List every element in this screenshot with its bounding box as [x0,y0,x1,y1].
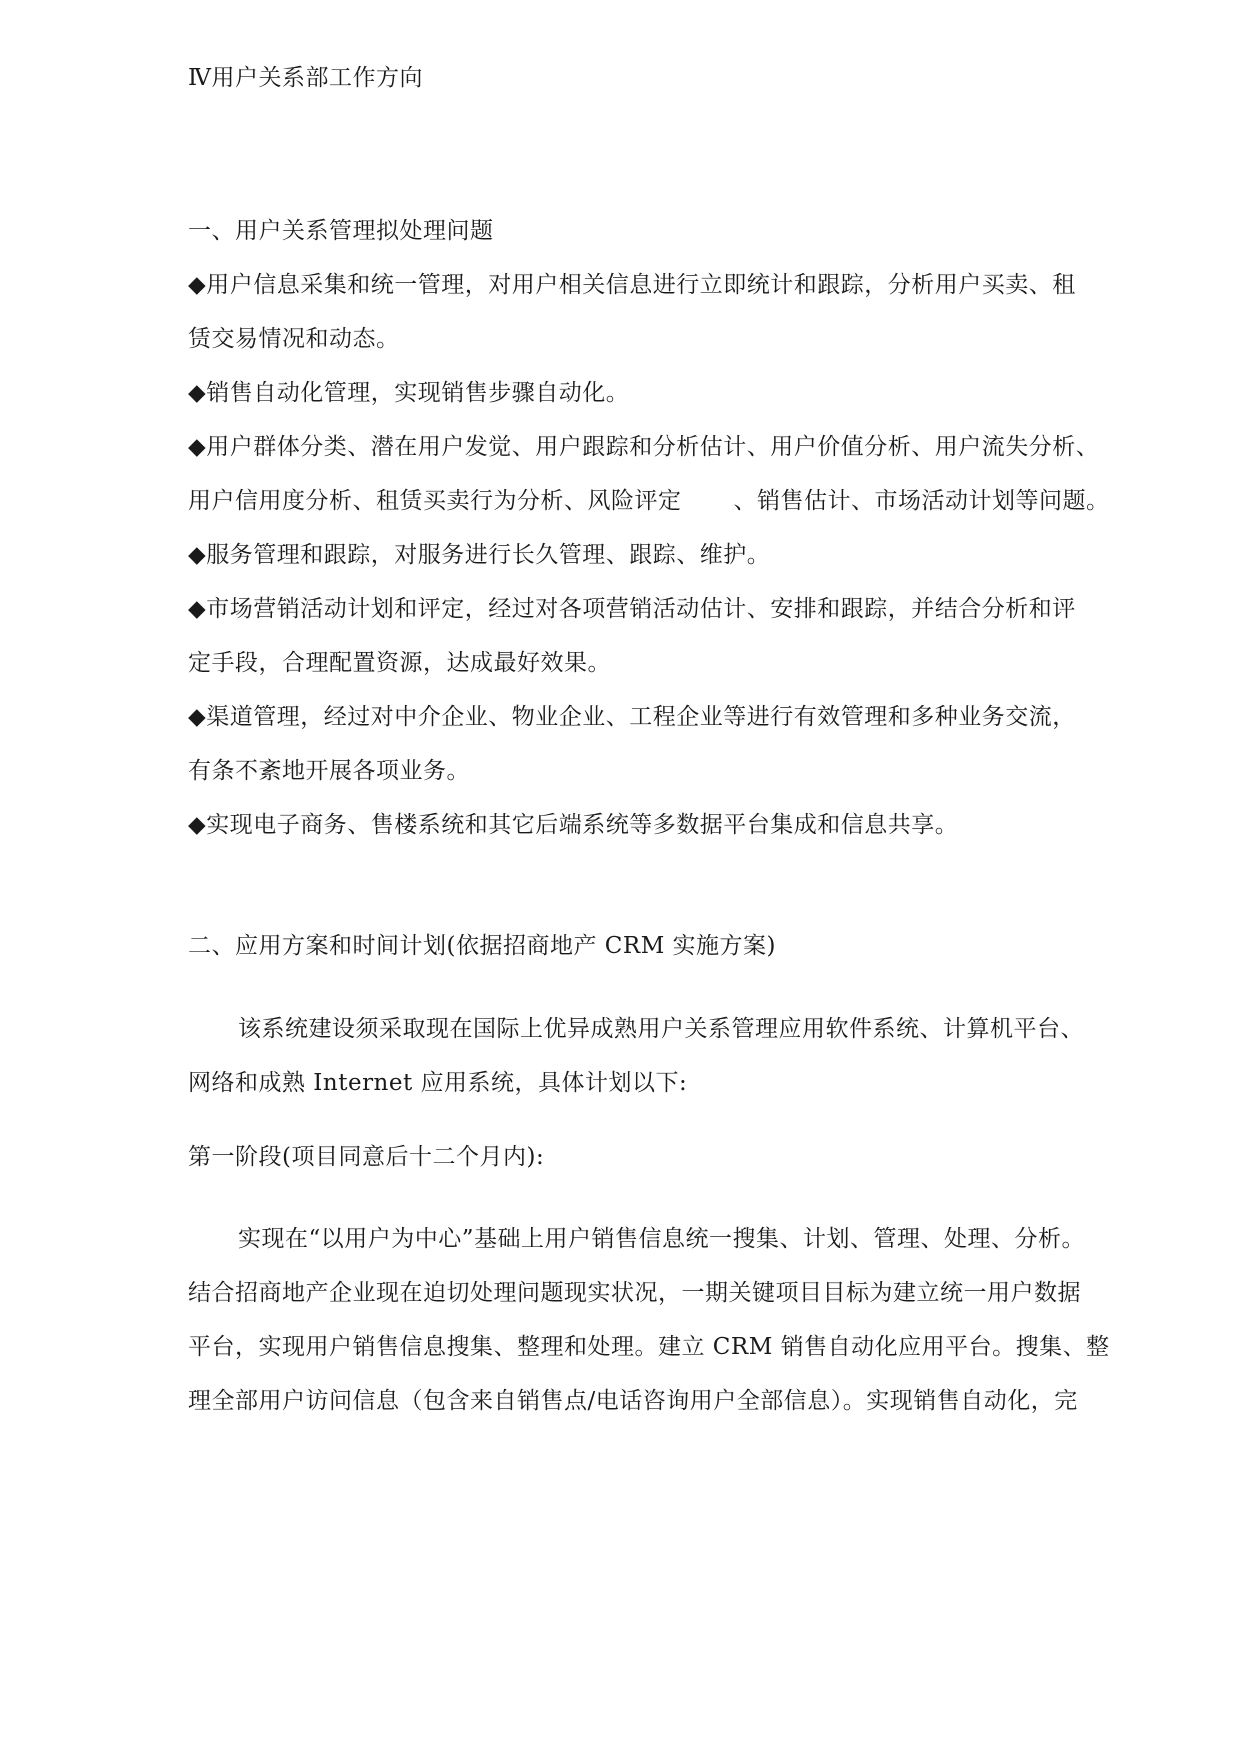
bullet-item-3-line2b: 、销售估计、市场活动计划等问题。 [733,488,1110,514]
phase1-heading: 第一阶段(项目同意后十二个月内): [188,1144,545,1170]
bullet-item-7: ◆实现电子商务、售楼系统和其它后端系统等多数据平台集成和信息共享。 [188,812,959,838]
section2-intro-line2: 网络和成熟 Internet 应用系统，具体计划以下: [188,1070,688,1096]
bullet-item-1-line1: ◆用户信息采集和统一管理，对用户相关信息进行立即统计和跟踪，分析用户买卖、租 [188,272,1076,298]
section1-heading: 一、用户关系管理拟处理问题 [188,218,494,244]
phase1-paragraph-line1: 实现在“以用户为中心”基础上用户销售信息统一搜集、计划、管理、处理、分析。 [238,1226,1086,1252]
bullet-item-5-line1: ◆市场营销活动计划和评定，经过对各项营销活动估计、安排和跟踪，并结合分析和评 [188,596,1076,622]
phase1-paragraph-line4: 理全部用户访问信息（包含来自销售点/电话咨询用户全部信息）。实现销售自动化，完 [188,1388,1078,1414]
bullet-item-3-line1: ◆用户群体分类、潜在用户发觉、用户跟踪和分析估计、用户价值分析、用户流失分析、 [188,434,1100,460]
bullet-item-5-line2: 定手段，合理配置资源，达成最好效果。 [188,650,611,676]
bullet-item-3-line2a: 用户信用度分析、租赁买卖行为分析、风险评定 [188,488,682,514]
document-title: Ⅳ用户关系部工作方向 [188,65,423,91]
bullet-item-6-line2: 有条不紊地开展各项业务。 [188,758,470,784]
phase1-paragraph-line3: 平台，实现用户销售信息搜集、整理和处理。建立 CRM 销售自动化应用平台。搜集、整 [188,1334,1110,1360]
bullet-item-4: ◆服务管理和跟踪，对服务进行长久管理、跟踪、维护。 [188,542,771,568]
section2-intro-line1: 该系统建设须采取现在国际上优异成熟用户关系管理应用软件系统、计算机平台、 [238,1016,1084,1042]
bullet-item-1-line2: 赁交易情况和动态。 [188,326,400,352]
section2-heading: 二、应用方案和时间计划(依据招商地产 CRM 实施方案) [188,933,777,959]
phase1-paragraph-line2: 结合招商地产企业现在迫切处理问题现实状况，一期关键项目目标为建立统一用户数据 [188,1280,1081,1306]
bullet-item-2: ◆销售自动化管理，实现销售步骤自动化。 [188,380,630,406]
bullet-item-3-line2 [188,486,1110,516]
bullet-item-6-line1: ◆渠道管理，经过对中介企业、物业企业、工程企业等进行有效管理和多种业务交流， [188,704,1076,730]
